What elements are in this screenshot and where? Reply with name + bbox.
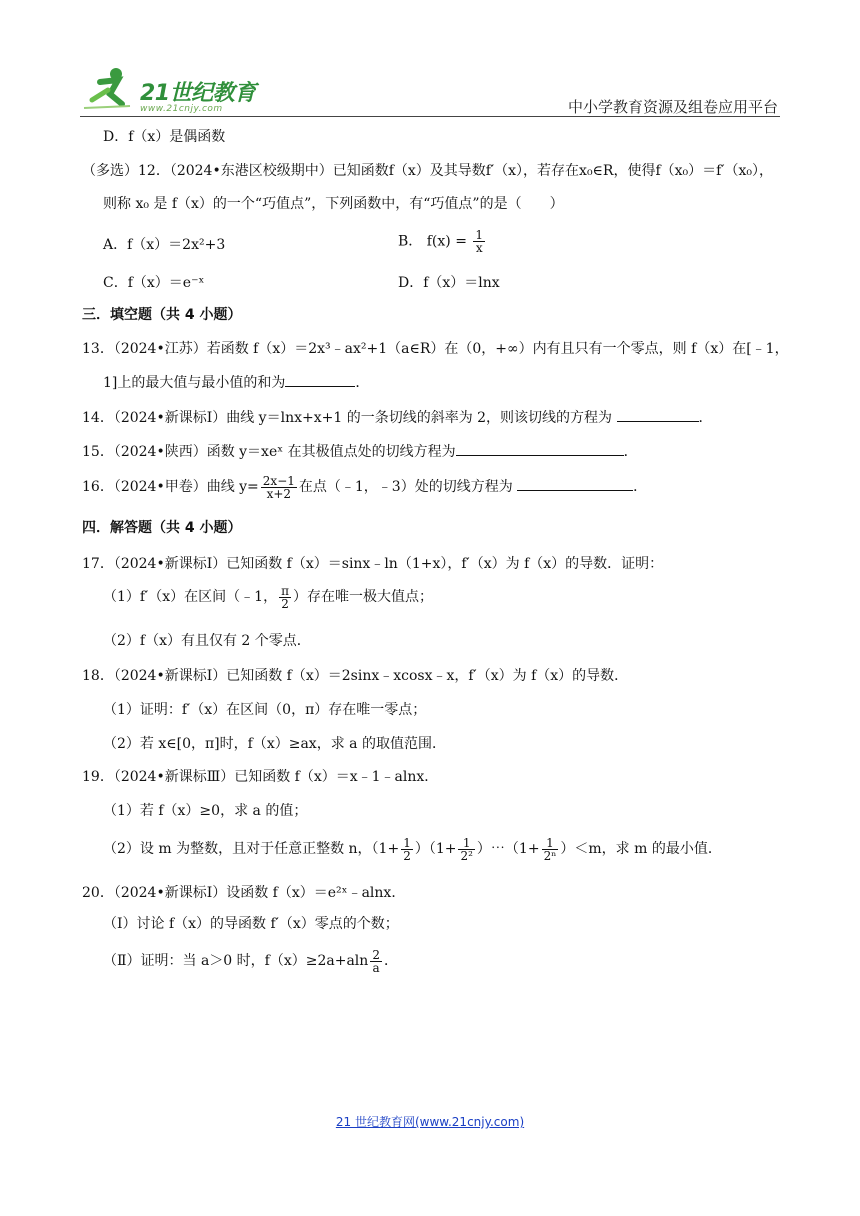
q19-line1: 19．（2024•新课标Ⅲ）已知函数 f（x）＝x﹣1﹣alnx． (82, 769, 439, 785)
q20-p2-pre: （Ⅱ）证明：当 a＞0 时，f（x）≥2a+aln (103, 953, 369, 969)
q17-p1-pre: （1）f′（x）在区间（﹣1， (103, 589, 278, 605)
q12-option-b (398, 229, 487, 254)
q16-answer-blank[interactable] (517, 477, 633, 491)
q17-fraction (279, 585, 291, 610)
q12-option-d: D．f（x）＝lnx (398, 275, 500, 291)
logo-text: 21世纪教育 (140, 81, 256, 106)
logo-subtitle: www.21cnjy.com (140, 104, 223, 114)
q12-line2: 则称 x₀ 是 f（x）的一个“巧值点”，下列函数中，有“巧值点”的是（ ） (103, 196, 564, 212)
q19-fraction-2 (458, 837, 474, 862)
q19-p2-post: ）＜m，求 m 的最小值． (560, 841, 722, 857)
q12-b-fraction (473, 229, 485, 254)
q19-p2-mid1: ）（1+ (414, 841, 457, 857)
q12-line1 (82, 162, 773, 180)
q20-line1: 20．（2024•新课标Ⅰ）设函数 f（x）＝e²ˣ﹣alnx． (82, 885, 406, 901)
section-fill-blank-heading: 三．填空题（共 4 小题） (82, 307, 242, 323)
q15-line (82, 442, 638, 461)
q19-p2-mid2: ）⋯（1+ (476, 841, 540, 857)
q14-line (82, 408, 713, 427)
section-solve-heading: 四．解答题（共 4 小题） (82, 520, 242, 536)
q17-line1: 17．（2024•新课标Ⅰ）已知函数 f（x）＝sinx﹣ln（1+x），f′（x）为 f（x）的导数．证明： (82, 556, 664, 572)
q16-pre: 16．（2024•甲卷）曲线 y= (82, 479, 259, 495)
q16-post: 在点（﹣1，﹣3）处的切线方程为 (298, 479, 518, 495)
q19-f1-num: 1 (403, 835, 411, 850)
q18-part1: （1）证明：f′（x）在区间（0，π）存在唯一零点； (103, 702, 427, 718)
q19-f2-num: 1 (458, 837, 474, 850)
q19-part1: （1）若 f（x）≥0，求 a 的值； (103, 803, 308, 819)
q15-text: 15．（2024•陕西）函数 y＝xeˣ 在其极值点处的切线方程为 (82, 444, 456, 460)
q20-num: 2 (372, 947, 380, 962)
q14-end: ． (698, 410, 713, 426)
q14-answer-blank[interactable] (617, 408, 699, 422)
q12-option-a: A．f（x）＝2x²+3 (103, 237, 226, 253)
q13-end: ． (355, 375, 370, 391)
q17-num: π (281, 583, 289, 598)
q12-b-label: B． (398, 233, 423, 250)
footer-link[interactable]: 21 世纪教育网(www.21cnjy.com) (335, 1115, 525, 1129)
q12-text-b: f（x）及其导数 (388, 163, 486, 179)
q17-part2: （2）f（x）有且仅有 2 个零点． (103, 633, 311, 649)
q18-part2: （2）若 x∈[0，π]时，f（x）≥ax，求 a 的取值范围． (103, 736, 446, 752)
q19-f3-num: 1 (542, 837, 559, 850)
q20-p2-post: ． (383, 953, 398, 969)
q12-text-a: （多选）12．（2024•东港区校级期中）已知函数 (82, 163, 389, 179)
q12-b-den: x (475, 241, 483, 255)
q16-num: 2x−1 (262, 473, 295, 488)
q17-den: 2 (281, 596, 289, 611)
q20-fraction (370, 949, 382, 974)
q19-fraction-3 (542, 837, 559, 862)
q12-option-c: C．f（x）＝e⁻ˣ (103, 275, 205, 291)
q19-p2-pre: （2）设 m 为整数，且对于任意正整数 n，（1+ (103, 841, 400, 857)
q19-f2-den: 2² (460, 848, 473, 863)
q12-b-num: 1 (475, 228, 484, 242)
q12-text-d: x₀∈R，使得 (579, 163, 656, 179)
q19-part2 (103, 834, 722, 864)
platform-title: 中小学教育资源及组卷应用平台 (567, 98, 778, 116)
q20-den: a (372, 960, 380, 975)
q19-f1-den: 2 (403, 848, 411, 863)
q14-text: 14．（2024•新课标Ⅰ）曲线 y＝lnx+x+1 的一条切线的斜率为 2，则该切线的方程为 (82, 410, 617, 426)
q13-line1: 13．（2024•江苏）若函数 f（x）＝2x³﹣ax²+1（a∈R）在（0，+∞）内有且只有一个零点，则 f（x）在[﹣1， (82, 341, 789, 357)
q19-fraction-1 (401, 837, 413, 862)
q15-end: ． (623, 444, 638, 460)
q17-part1 (103, 584, 433, 610)
q12-text-e: f（x₀）＝f′（x₀）， (655, 163, 774, 179)
page-header (80, 66, 780, 117)
q19-f3-den: 2ⁿ (543, 848, 557, 863)
q11-option-d: D．f（x）是偶函数 (103, 129, 226, 145)
q17-p1-post: ）存在唯一极大值点； (292, 589, 433, 605)
q12-text-c: f′（x），若存在 (485, 163, 580, 179)
q15-answer-blank[interactable] (456, 442, 624, 456)
q16-line (82, 474, 647, 500)
q13-text: 1]上的最大值与最小值的和为 (103, 375, 286, 391)
q18-line1: 18．（2024•新课标Ⅰ）已知函数 f（x）＝2sinx﹣xcosx﹣x，f′（x）为 f（x）的导数． (82, 668, 629, 684)
q20-part2 (103, 946, 398, 976)
q13-answer-blank[interactable] (285, 373, 355, 387)
q16-den: x+2 (266, 486, 292, 501)
q16-end: ． (633, 479, 648, 495)
q13-line2 (103, 373, 369, 392)
q20-part1: （Ⅰ）讨论 f（x）的导函数 f′（x）零点的个数； (103, 916, 399, 932)
q12-b-func: f(x) = (426, 233, 467, 250)
runner-logo-icon (80, 66, 140, 112)
q16-fraction (261, 475, 297, 500)
